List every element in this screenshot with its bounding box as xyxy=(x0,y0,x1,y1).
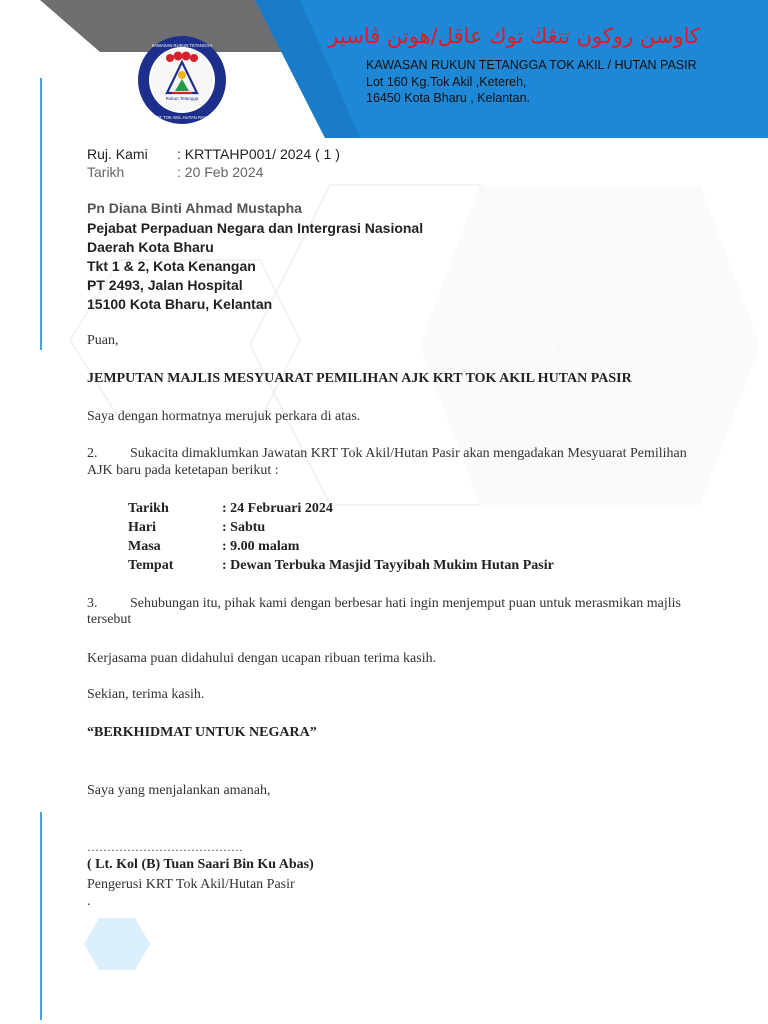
paragraph-2-number: 2. xyxy=(87,446,98,461)
recipient-line: 15100 Kota Bharu, Kelantan xyxy=(87,296,273,312)
jawi-org-name: كاوسن روكون تتڠڬ توك عاقل/هوتن ڤاسير xyxy=(328,24,700,48)
motto: “BERKHIDMAT UNTUK NEGARA” xyxy=(87,725,317,740)
signer-name: ( Lt. Kol (B) Tuan Saari Bin Ku Abas) xyxy=(87,857,314,872)
org-address-line1: Lot 160 Kg.Tok Akil ,Ketereh, xyxy=(366,75,527,89)
recipient-line: Pejabat Perpaduan Negara dan Intergrasi Nasional xyxy=(87,220,424,236)
schedule-value: : Sabtu xyxy=(222,520,266,535)
schedule-value: : 24 Februari 2024 xyxy=(222,501,333,516)
schedule-value: : Dewan Terbuka Masjid Tayyibah Mukim Hutan Pasir xyxy=(222,558,554,573)
trust-line: Saya yang menjalankan amanah, xyxy=(87,783,271,798)
paragraph-3-line1: Sehubungan itu, pihak kami dengan berbesar hati ingin menjemput puan untuk merasmikan majlis xyxy=(130,596,681,611)
signature-dots: ………………………………… xyxy=(87,840,243,854)
org-name: KAWASAN RUKUN TETANGGA TOK AKIL / HUTAN PASIR xyxy=(366,58,697,72)
recipient-line: Pn Diana Binti Ahmad Mustapha xyxy=(87,200,302,216)
logo-text-bottom: KRT TOK AKIL HUTAN PASIR xyxy=(153,115,211,120)
paragraph-3-line2: tersebut xyxy=(87,612,132,627)
signer-title: Pengerusi KRT Tok Akil/Hutan Pasir xyxy=(87,877,295,892)
paragraph-1: Saya dengan hormatnya merujuk perkara di atas. xyxy=(87,409,361,424)
schedule-label: Masa xyxy=(128,539,161,554)
krt-logo xyxy=(137,35,227,125)
schedule-value: : 9.00 malam xyxy=(222,539,300,554)
paragraph-3-number: 3. xyxy=(87,596,98,611)
date-label: Tarikh xyxy=(87,164,125,180)
schedule-label: Tempat xyxy=(128,558,174,573)
logo-text-top: KAWASAN RUKUN TETANGGA xyxy=(151,43,213,48)
recipient-line: Daerah Kota Bharu xyxy=(87,239,214,255)
left-accent-line-top xyxy=(40,78,42,350)
paragraph-2-line2: AJK baru pada ketetapan berikut : xyxy=(87,463,279,478)
salutation: Puan, xyxy=(87,333,119,348)
recipient-line: PT 2493, Jalan Hospital xyxy=(87,277,243,293)
ref-value: : KRTTAHP001/ 2024 ( 1 ) xyxy=(177,146,340,162)
schedule-label: Tarikh xyxy=(128,501,169,516)
paragraph-2-line1: Sukacita dimaklumkan Jawatan KRT Tok Akil/Hutan Pasir akan mengadakan Mesyuarat Pemilihan xyxy=(130,446,687,461)
logo-brand: Rukun Tetangga xyxy=(165,96,199,101)
subject-heading: JEMPUTAN MAJLIS MESYUARAT PEMILIHAN AJK KRT TOK AKIL HUTAN PASIR xyxy=(87,371,632,386)
schedule-label: Hari xyxy=(128,520,156,535)
closing: Sekian, terima kasih. xyxy=(87,687,205,702)
hexagon-decor xyxy=(84,918,150,970)
date-value: : 20 Feb 2024 xyxy=(177,164,264,180)
recipient-line: Tkt 1 & 2, Kota Kenangan xyxy=(87,258,256,274)
left-accent-line-bottom xyxy=(40,812,42,1020)
trailing-dot: . xyxy=(87,894,91,909)
org-address-line2: 16450 Kota Bharu , Kelantan. xyxy=(366,91,531,105)
ref-label: Ruj. Kami xyxy=(87,146,148,162)
paragraph-4: Kerjasama puan didahului dengan ucapan ribuan terima kasih. xyxy=(87,651,437,666)
